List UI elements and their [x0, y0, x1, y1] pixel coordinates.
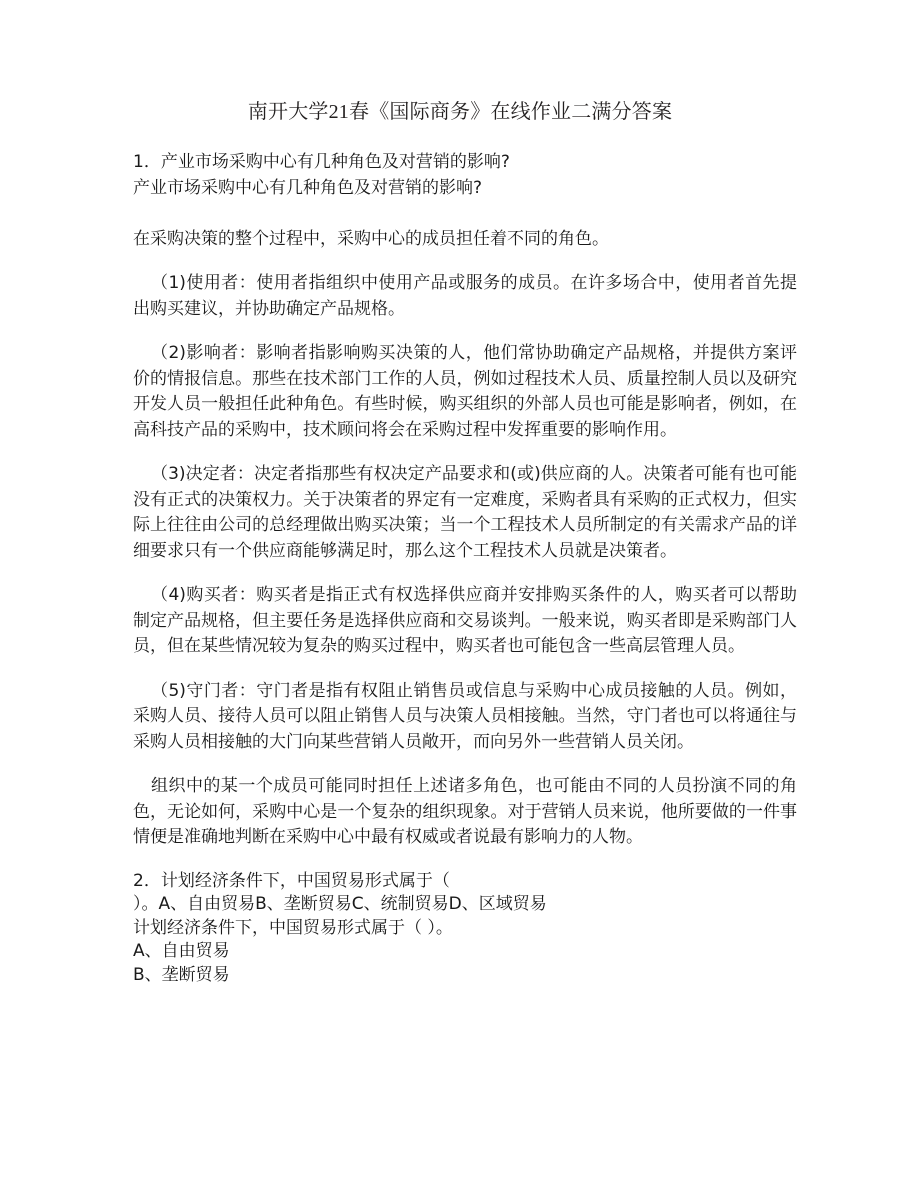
question-1-summary: 组织中的某一个成员可能同时担任上述诸多角色，也可能由不同的人员扮演不同的角色，无论如何，采购中心是一个复杂的组织现象。对于营销人员来说，他所要做的一件事情便是准确地判断在采购中心中最有权威或者说最有影响力的人物。 — [133, 776, 797, 847]
question-2-line-2: ）。A、自由贸易B、垄断贸易C、统制贸易D、区域贸易 — [133, 894, 547, 914]
spacer — [133, 660, 797, 679]
role-paragraph-user: （1)使用者：使用者指组织中使用产品或服务的成员。在许多场合中，使用者首先提出购买建议，并协助确定产品规格。 — [133, 273, 797, 319]
role-paragraph-buyer: （4)购买者：购买者是指正式有权选择供应商并安排购买条件的人，购买者可以帮助制定产品规格，但主要任务是选择供应商和交易谈判。一般来说，购买者即是采购部门人员，但在某些情况较为复杂的购买过程中，购买者也可能包含一些高层管理人员。 — [133, 585, 797, 656]
question-1-heading — [133, 150, 797, 201]
page-title: 南开大学21春《国际商务》在线作业二满分答案 — [247, 101, 673, 123]
question-2-option-a: A、自由贸易 — [133, 941, 230, 961]
spacer — [133, 322, 797, 341]
spacer — [133, 564, 797, 583]
spacer — [133, 851, 797, 870]
question-1-intro: 在采购决策的整个过程中，采购中心的成员担任着不同的角色。 — [133, 228, 609, 249]
question-2-line-3: 计划经济条件下，中国贸易形式属于（ ）。 — [133, 917, 453, 938]
role-paragraph-gatekeeper: （5)守门者：守门者是指有权阻止销售员或信息与采购中心成员接触的人员。例如，采购人员、接待人员可以阻止销售人员与决策人员相接触。当然，守门者也可以将通往与采购人员相接触的大门向某些营销人员敞开，而向另外一些营销人员关闭。 — [133, 680, 797, 752]
spacer — [133, 755, 797, 774]
spacer — [133, 443, 797, 462]
question-2-line-1: 2．计划经济条件下，中国贸易形式属于（ — [133, 870, 450, 891]
role-paragraph-decider: （3)决定者：决定者指那些有权决定产品要求和(或)供应商的人。决策者可能有也可能没有正式的决策权力。关于决策者的界定有一定难度，采购者具有采购的正式权力，但实际上往往由公司的总经理做出购买决策；当一个工程技术人员所制定的有关需求产品的详细要求只有一个供应商能够满足时，那么这个工程技术人员就是决策者。 — [133, 464, 797, 561]
question-2-block — [133, 870, 797, 988]
question-2-option-b: B、垄断贸易 — [133, 964, 230, 985]
question-1-number-line: 1．产业市场采购中心有几种角色及对营销的影响? — [133, 152, 510, 172]
role-paragraph-influencer: （2)影响者：影响者指影响购买决策的人，他们常协助确定产品规格，并提供方案评价的情报信息。那些在技术部门工作的人员，例如过程技术人员、质量控制人员以及研究开发人员一般担任此种角色。有些时候，购买组织的外部人员也可能是影响者，例如，在高科技产品的采购中，技术顾问将会在采购过程中发挥重要的影响作用。 — [133, 343, 797, 440]
spacer — [133, 201, 797, 227]
document-body — [133, 150, 797, 987]
question-1-restated-line: 产业市场采购中心有几种角色及对营销的影响? — [133, 177, 483, 198]
spacer — [133, 252, 797, 271]
